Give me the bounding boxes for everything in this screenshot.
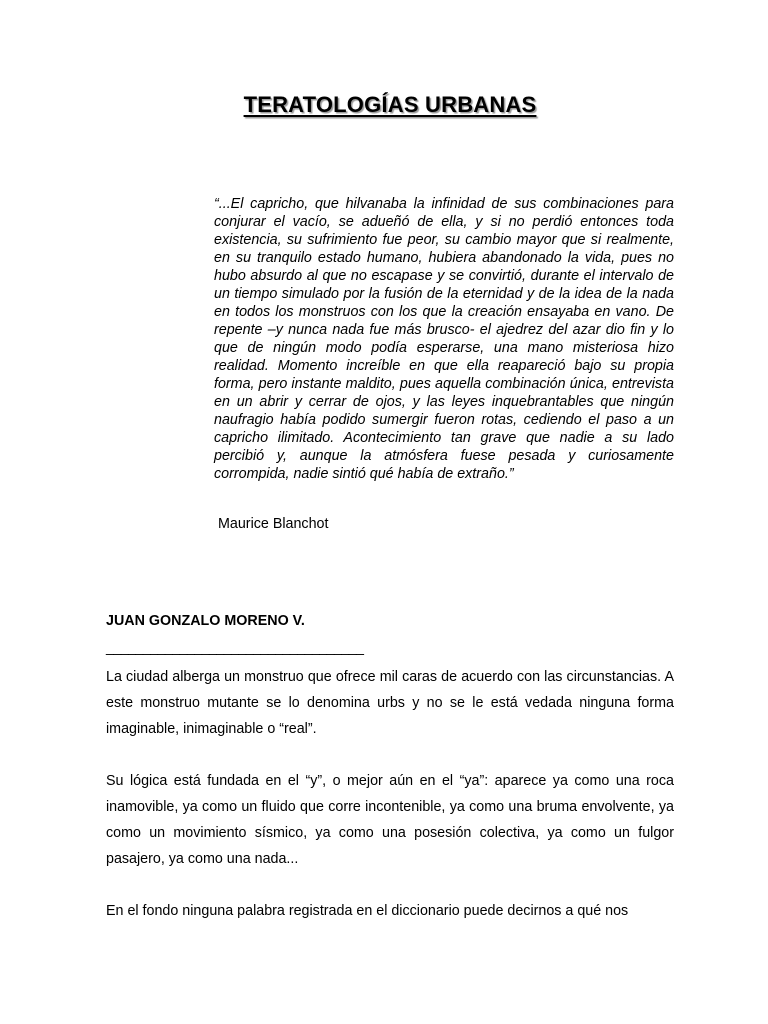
epigraph-quote: “...El capricho, que hilvanaba la infinidad de sus combinaciones para conjurar el vacío, se adueñó de ella, y si no perdió entonces toda existencia, su sufrimiento fue peor, su cambio mayor que si realmente, en su tranquilo estado humano, hubiera abandonado la vida, pues no hubo absurdo al que no escapase y se convirtió, durante el intervalo de un tiempo simulado por la fusión de la eternidad y de la idea de la nada en todos los monstruos con los que la creación ensayaba en vano. De repente –y nunca nada fue más brusco- el ajedrez del azar dio fin y lo que de ningún modo podía esperarse, una mano misteriosa hizo realidad. Momento increíble en que ella reapareció bajo su propia forma, pero instante maldito, pues aquella combinación única, entrevista en un abrir y cerrar de ojos, y las leyes inquebrantables que ningún naufragio había podido sumergir fueron rotas, cediendo el paso a un capricho ilimitado. Acontecimiento tan grave que nadie a su lado percibió y, aunque la atmósfera fuese pesada y curiosamente corrompida, nadie sintió qué había de extraño.”	[214, 196, 674, 482]
divider-rule: ___________________________________	[106, 640, 364, 656]
author-name: JUAN GONZALO MORENO V.	[106, 613, 305, 629]
document-title: TERATOLOGÍAS URBANAS	[243, 92, 537, 117]
epigraph-author: Maurice Blanchot	[218, 516, 329, 532]
body-text	[106, 664, 674, 950]
paragraph: La ciudad alberga un monstruo que ofrece mil caras de acuerdo con las circunstancias. A este monstruo mutante se lo denomina urbs y no se le está vedada ninguna forma imaginable, inimaginable o “real”.	[106, 669, 674, 737]
paragraph: Su lógica está fundada en el “y”, o mejor aún en el “ya”: aparece ya como una roca inamovible, ya como un fluido que corre incontenible, ya como una bruma envolvente, ya como un movimiento sísmico, ya como una posesión colectiva, ya como un fulgor pasajero, ya como una nada...	[106, 773, 674, 867]
paragraph: En el fondo ninguna palabra registrada en el diccionario puede decirnos a qué nos	[106, 903, 629, 919]
